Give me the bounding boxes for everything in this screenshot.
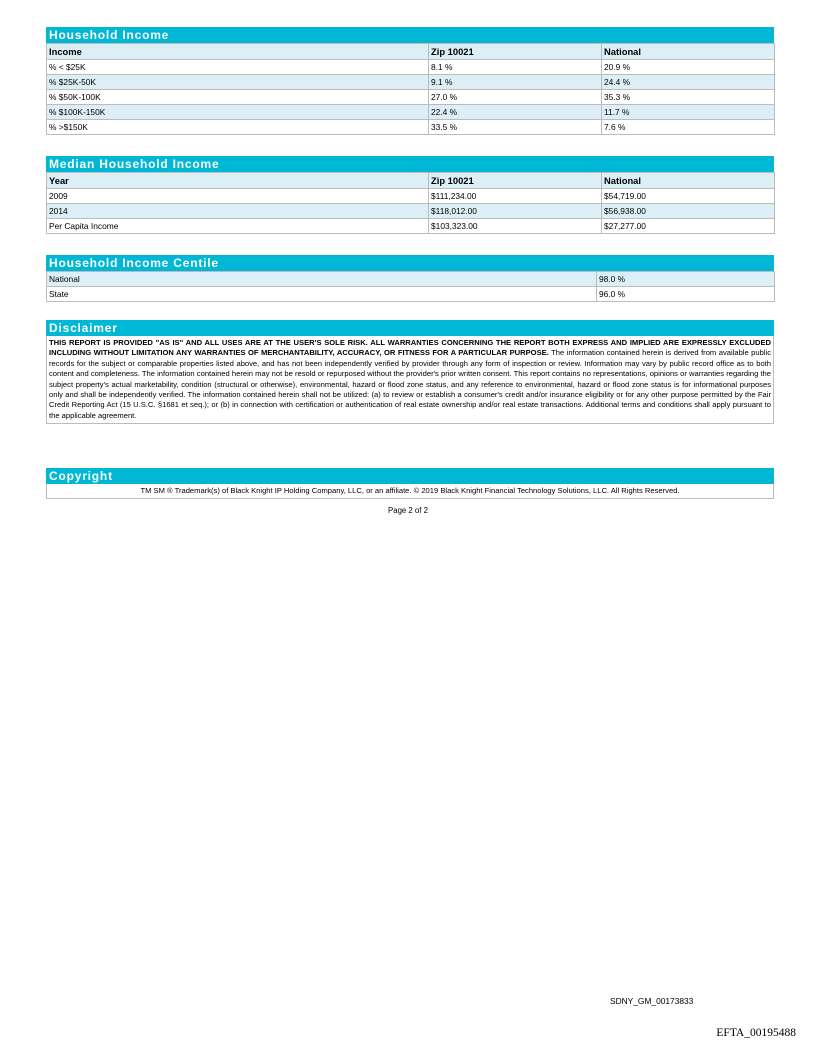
column-header: Zip 10021 (429, 173, 602, 189)
table-cell: 9.1 % (429, 75, 602, 90)
table-row (47, 120, 775, 135)
table-cell: % $25K-50K (47, 75, 429, 90)
copyright-title: Copyright (46, 468, 774, 484)
table-cell: 8.1 % (429, 60, 602, 75)
table-cell: 2009 (47, 189, 429, 204)
table-cell: 2014 (47, 204, 429, 219)
table-cell: National (47, 272, 597, 287)
table-cell: 33.5 % (429, 120, 602, 135)
efta-id: EFTA_00195488 (716, 1027, 796, 1039)
table-row (47, 272, 775, 287)
table-cell: $56,938.00 (602, 204, 775, 219)
table-cell: Per Capita Income (47, 219, 429, 234)
table-cell: $103,323.00 (429, 219, 602, 234)
table-cell: 7.6 % (602, 120, 775, 135)
table-row (47, 189, 775, 204)
household-income-centile-section (46, 255, 774, 302)
page-number: Page 2 of 2 (388, 506, 428, 515)
disclaimer-section (46, 320, 774, 424)
median-household-income-table (46, 172, 775, 234)
table-cell: % < $25K (47, 60, 429, 75)
table-header-row (47, 44, 775, 60)
table-cell: $118,012.00 (429, 204, 602, 219)
table-cell: % $50K-100K (47, 90, 429, 105)
median-household-income-section (46, 156, 774, 234)
column-header: National (602, 44, 775, 60)
column-header: Income (47, 44, 429, 60)
table-cell: 24.4 % (602, 75, 775, 90)
table-cell: State (47, 287, 597, 302)
table-row (47, 90, 775, 105)
disclaimer-title: Disclaimer (46, 320, 774, 336)
household-income-section (46, 27, 774, 135)
disclaimer-bold-text: THIS REPORT IS PROVIDED "AS IS" AND ALL USES ARE AT THE USER'S SOLE RISK. ALL WARRANTIES CONCERNING THE REPORT BOTH EXPRESS AND IMPLIED ARE EXPRESSLY EXCLUDED INCLUDING WITHOUT LIMITATION ANY WARRANTIES OF MERCHANTABILITY, ACCURACY, OR FITNESS FOR A PARTICULAR PURPOSE. (49, 338, 771, 358)
table-row (47, 60, 775, 75)
table-cell: 98.0 % (597, 272, 775, 287)
table-row (47, 219, 775, 234)
table-cell: 11.7 % (602, 105, 775, 120)
table-cell: 35.3 % (602, 90, 775, 105)
table-header-row (47, 173, 775, 189)
reference-id: SDNY_GM_00173833 (610, 996, 694, 1006)
table-cell: % >$150K (47, 120, 429, 135)
household-income-title: Household Income (46, 27, 774, 43)
household-income-centile-title: Household Income Centile (46, 255, 774, 271)
column-header: Year (47, 173, 429, 189)
copyright-text: TM SM ® Trademark(s) of Black Knight IP Holding Company, LLC, or an affiliate. © 2019 Black Knight Financial Technology Solutions, LLC. All Rights Reserved. (46, 484, 774, 499)
table-row (47, 204, 775, 219)
disclaimer-body-text: The information contained herein is derived from available public records for the subject or comparable properties listed above, and has not been independently verified by provider through any form of inspection or review. Information may vary by public record office as to both content and completeness. The information contained herein may not be resold or repurposed without the provider's prior written consent. This report contains no representations, opinions or warranties regarding the subject property's actual marketability, condition (structural or otherwise), environmental, hazard or flood zone status, and any reference to environmental, hazard or flood zone status is for informational purposes only and shall be independently verified. The information contained herein shall not be utilized: (a) to review or establish a consumer's credit and/or insurance eligibility or for any other purpose permitted by the Fair Credit Reporting Act (15 U.S.C. §1681 et seq.); or (b) in connection with certification or authentication of real estate ownership and/or real estate transactions. Additional terms and conditions shall apply pursuant to the applicable agreement. (49, 348, 772, 420)
table-cell: 96.0 % (597, 287, 775, 302)
median-household-income-title: Median Household Income (46, 156, 774, 172)
disclaimer-text (46, 336, 774, 424)
table-row (47, 75, 775, 90)
table-cell: % $100K-150K (47, 105, 429, 120)
table-row (47, 105, 775, 120)
table-cell: 27.0 % (429, 90, 602, 105)
table-cell: 20.9 % (602, 60, 775, 75)
table-cell: $111,234.00 (429, 189, 602, 204)
table-row (47, 287, 775, 302)
table-cell: 22.4 % (429, 105, 602, 120)
household-income-table (46, 43, 775, 135)
column-header: Zip 10021 (429, 44, 602, 60)
table-cell: $27,277.00 (602, 219, 775, 234)
household-income-centile-table (46, 271, 775, 302)
copyright-section (46, 468, 774, 499)
column-header: National (602, 173, 775, 189)
table-cell: $54,719.00 (602, 189, 775, 204)
